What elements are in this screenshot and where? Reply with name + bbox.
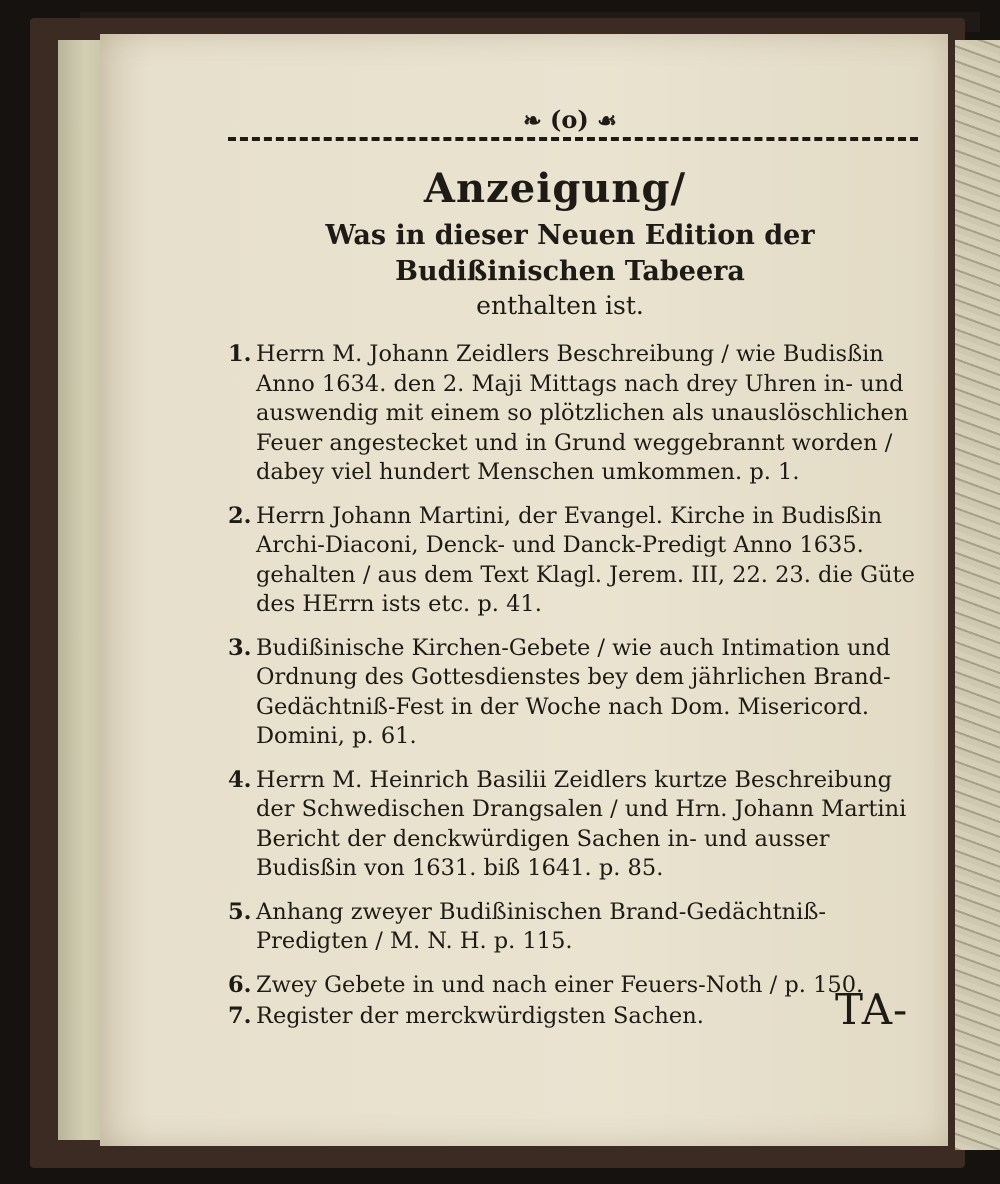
page-number-line [490,105,650,134]
entry-number: 6. [228,971,252,998]
contents-list [130,340,920,1032]
entry-text: Budißinische Kirchen-Gebete / wie auch Intimation und Ordnung des Gottesdienstes bey dem jährlichen Brand-Gedächtniß-Fest in der Woche nach Dom. Misericord. Domini, p. 61. [256,634,891,749]
page-number: (o) [549,105,589,134]
page-subtitle: Was in dieser Neuen Edition der Budißinischen Tabeera [325,220,815,287]
fleuron-left-icon: ❧ [523,108,542,134]
entry-number: 2. [228,502,252,529]
list-item [130,340,920,488]
entry-number: 1. [228,341,252,367]
list-item [130,971,920,1001]
entry-number: 7. [228,1003,252,1029]
entry-number: 4. [228,766,252,793]
facing-page-edge [955,40,1000,1150]
entry-text: Herrn M. Johann Zeidlers Beschreibung / wie Budisßin Anno 1634. den 2. Maji Mittags nach drey Uhren in- und auswendig mit einem so plötzlichen als unauslöschlichen Feuer angestecket und in Grund weggebrannt worden / dabey viel hundert Menschen umkommen. p. 1. [256,341,909,485]
entry-text: Anhang zweyer Budißinischen Brand-Gedächtniß-Predigten / M. N. H. p. 115. [256,898,826,954]
page-content [130,95,920,1034]
entry-text: Herrn Johann Martini, der Evangel. Kirche in Budisßin Archi-Diaconi, Denck- und Danck-Predigt Anno 1635. gehalten / aus dem Text Klagl. Jerem. III, 22. 23. die Güte des HErrn ists etc. p. 41. [256,502,915,617]
page-subtitle-continued: enthalten ist. [476,291,644,320]
entry-text: Zwey Gebete in und nach einer Feuers-Noth / p. 150. [256,971,864,998]
entry-text: Register der merckwürdigsten Sachen. [256,1003,704,1029]
header-rule [228,137,918,141]
entry-number: 3. [228,634,252,661]
running-header [130,95,920,139]
entry-text: Herrn M. Heinrich Basilii Zeidlers kurtze Beschreibung der Schwedischen Drangsalen / und Hrn. Johann Martini Bericht der denckwürdigen Sachen in- und ausser Budisßin von 1631. biß 1641. p. 85. [256,766,907,881]
page-title: Anzeigung/ [423,165,687,212]
list-item [130,766,920,884]
entry-number: 5. [228,898,252,925]
list-item [130,1002,920,1032]
catchword: TA- [835,985,909,1034]
list-item [130,634,920,752]
list-item [130,502,920,620]
list-item [130,898,920,957]
fleuron-right-icon: ☙ [597,108,617,134]
